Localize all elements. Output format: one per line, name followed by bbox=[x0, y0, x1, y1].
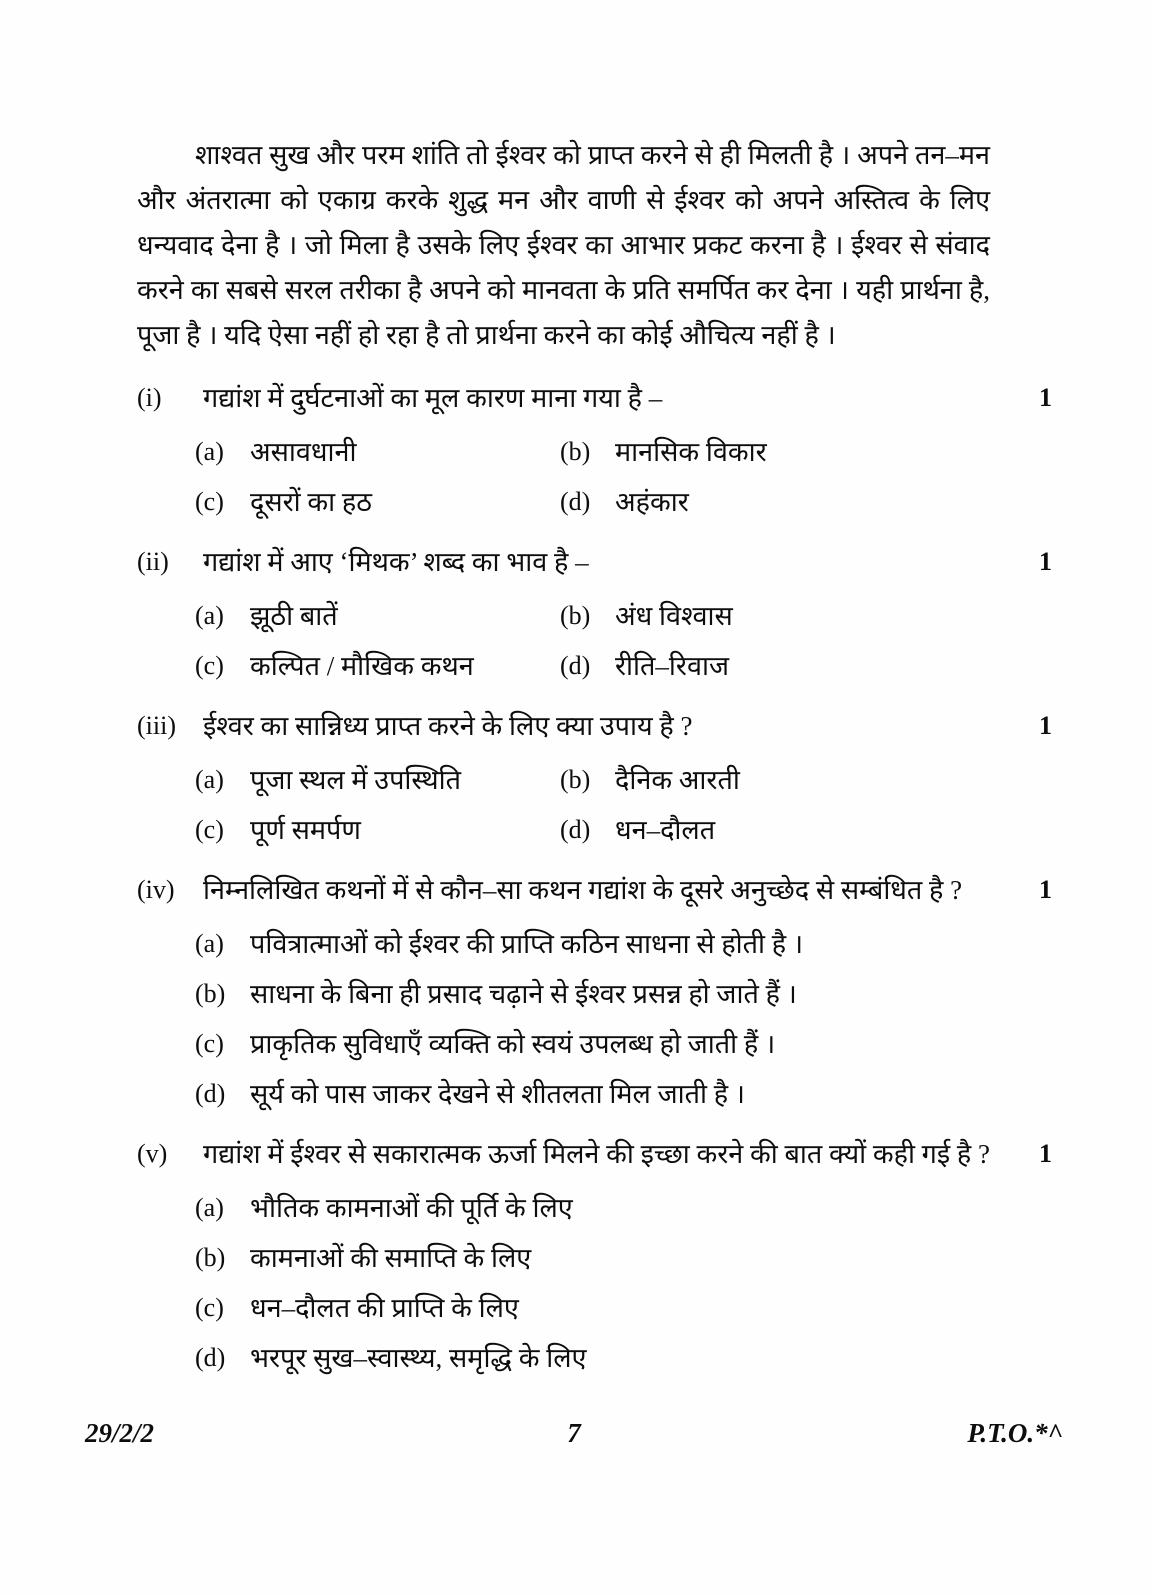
option-text: दूसरों का हठ bbox=[250, 487, 372, 517]
option-label: (a) bbox=[195, 1193, 224, 1222]
passage-text: शाश्वत सुख और परम शांति तो ईश्वर को प्राप्त करने से ही मिलती है । अपने तन–मन और अंतरात्मा को एकाग्र करके शुद्ध मन और वाणी से ईश्वर को अपने अस्तित्व के लिए धन्यवाद देना है । जो मिला है उसके लिए ईश्वर का आभार प्रकट करना है । ईश्वर से संवाद करने का सबसे सरल तरीका है अपने को मानवता के प्रति समर्पित कर देना । यही प्रार्थना है, पूजा है । यदि ऐसा नहीं हो रहा है तो प्रार्थना करने का कोई औचित्य नहीं है । bbox=[137, 140, 990, 350]
option-label: (b) bbox=[560, 765, 591, 794]
marks-badge: 1 bbox=[1039, 547, 1052, 576]
page-footer bbox=[85, 1418, 1063, 1458]
option-label: (d) bbox=[560, 815, 591, 844]
question-ii bbox=[137, 542, 1052, 686]
option-label: (b) bbox=[560, 437, 591, 466]
option-b bbox=[560, 760, 1052, 800]
option-text: दैनिक आरती bbox=[615, 765, 740, 795]
question-number: (iii) bbox=[137, 711, 176, 740]
option-a bbox=[195, 1188, 1052, 1228]
option-text: सूर्य को पास जाकर देखने से शीतलता मिल जाती है । bbox=[250, 1079, 746, 1109]
option-text: प्राकृतिक सुविधाएँ व्यक्ति को स्वयं उपलब्ध हो जाती हैं । bbox=[250, 1029, 776, 1059]
option-text: असावधानी bbox=[250, 437, 357, 467]
footer-paper-code: 29/2/2 bbox=[85, 1418, 155, 1448]
question-v bbox=[137, 1134, 1052, 1378]
option-text: कामनाओं की समाप्ति के लिए bbox=[250, 1243, 532, 1273]
question-stem: गद्यांश में ईश्वर से सकारात्मक ऊर्जा मिलने की इच्छा करने की बात क्यों कही गई है ? bbox=[203, 1139, 990, 1169]
option-label: (a) bbox=[195, 437, 224, 466]
option-text: पूजा स्थल में उपस्थिति bbox=[250, 765, 462, 795]
option-c bbox=[195, 482, 560, 522]
option-c bbox=[195, 1024, 1052, 1064]
option-label: (d) bbox=[195, 1343, 226, 1372]
option-b bbox=[560, 596, 1052, 636]
question-head bbox=[137, 378, 1052, 418]
option-a bbox=[195, 432, 560, 472]
option-text: भौतिक कामनाओं की पूर्ति के लिए bbox=[250, 1193, 573, 1223]
question-head bbox=[137, 542, 1052, 582]
question-number: (ii) bbox=[137, 547, 169, 576]
footer-page-number: 7 bbox=[567, 1418, 581, 1448]
option-label: (c) bbox=[195, 815, 224, 844]
option-c bbox=[195, 810, 560, 850]
option-b bbox=[560, 432, 1052, 472]
option-text: पूर्ण समर्पण bbox=[250, 815, 361, 845]
question-number: (v) bbox=[137, 1139, 168, 1168]
option-a bbox=[195, 924, 1052, 964]
option-a bbox=[195, 760, 560, 800]
option-label: (d) bbox=[560, 487, 591, 516]
option-text: कल्पित / मौखिक कथन bbox=[250, 651, 474, 681]
option-text: धन–दौलत की प्राप्ति के लिए bbox=[250, 1293, 519, 1323]
marks-badge: 1 bbox=[1039, 383, 1052, 412]
option-label: (b) bbox=[560, 601, 591, 630]
option-text: अंध विश्वास bbox=[615, 601, 733, 631]
option-label: (a) bbox=[195, 765, 224, 794]
option-text: पवित्रात्माओं को ईश्वर की प्राप्ति कठिन साधना से होती है । bbox=[250, 929, 804, 959]
option-text: अहंकार bbox=[615, 487, 689, 517]
option-d bbox=[560, 810, 1052, 850]
option-text: भरपूर सुख–स्वास्थ्य, समृद्धि के लिए bbox=[250, 1343, 587, 1373]
footer-pto: P.T.O.*^ bbox=[967, 1418, 1063, 1448]
option-d bbox=[195, 1338, 1052, 1378]
marks-badge: 1 bbox=[1039, 875, 1052, 904]
option-a bbox=[195, 596, 560, 636]
question-number: (iv) bbox=[137, 875, 175, 904]
option-label: (d) bbox=[195, 1079, 226, 1108]
option-label: (a) bbox=[195, 929, 224, 958]
question-i bbox=[137, 378, 1052, 522]
options-grid bbox=[195, 432, 1052, 522]
question-number: (i) bbox=[137, 383, 162, 412]
question-iv bbox=[137, 870, 1052, 1114]
question-head bbox=[137, 870, 1052, 910]
option-d bbox=[560, 646, 1052, 686]
option-label: (c) bbox=[195, 1293, 224, 1322]
question-stem: ईश्वर का सान्निध्य प्राप्त करने के लिए क्या उपाय है ? bbox=[203, 711, 693, 741]
options-grid bbox=[195, 760, 1052, 850]
question-stem: निम्नलिखित कथनों में से कौन–सा कथन गद्यांश के दूसरे अनुच्छेद से सम्बंधित है ? bbox=[203, 875, 963, 905]
marks-badge: 1 bbox=[1039, 1139, 1052, 1168]
options-list bbox=[195, 924, 1052, 1114]
option-label: (a) bbox=[195, 601, 224, 630]
option-text: झूठी बातें bbox=[250, 601, 338, 631]
option-b bbox=[195, 1238, 1052, 1278]
option-b bbox=[195, 974, 1052, 1014]
option-label: (c) bbox=[195, 487, 224, 516]
option-d bbox=[560, 482, 1052, 522]
option-c bbox=[195, 1288, 1052, 1328]
option-label: (c) bbox=[195, 651, 224, 680]
options-grid bbox=[195, 596, 1052, 686]
option-label: (d) bbox=[560, 651, 591, 680]
question-iii bbox=[137, 706, 1052, 850]
options-list bbox=[195, 1188, 1052, 1378]
option-text: मानसिक विकार bbox=[615, 437, 767, 467]
question-head bbox=[137, 1134, 1052, 1174]
page-content bbox=[137, 133, 1052, 1378]
option-c bbox=[195, 646, 560, 686]
option-label: (b) bbox=[195, 1243, 226, 1272]
option-text: धन–दौलत bbox=[615, 815, 716, 845]
marks-badge: 1 bbox=[1039, 711, 1052, 740]
option-text: रीति–रिवाज bbox=[615, 651, 729, 681]
option-d bbox=[195, 1074, 1052, 1114]
option-label: (b) bbox=[195, 979, 226, 1008]
option-label: (c) bbox=[195, 1029, 224, 1058]
question-head bbox=[137, 706, 1052, 746]
question-stem: गद्यांश में आए ‘मिथक’ शब्द का भाव है – bbox=[203, 547, 589, 577]
option-text: साधना के बिना ही प्रसाद चढ़ाने से ईश्वर प्रसन्न हो जाते हैं । bbox=[250, 979, 797, 1009]
question-stem: गद्यांश में दुर्घटनाओं का मूल कारण माना गया है – bbox=[203, 383, 663, 413]
